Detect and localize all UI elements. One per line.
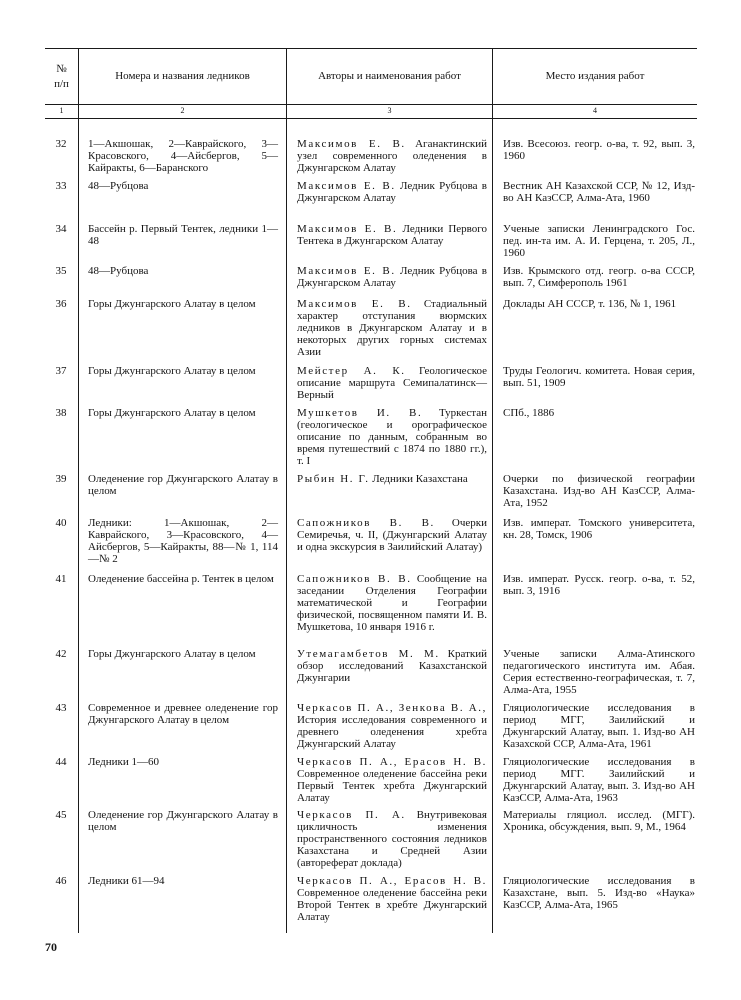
author-name: Максимов Е. В. bbox=[297, 180, 396, 192]
glacier-names: Оледенение гор Джунгарского Алатау в целом bbox=[88, 809, 278, 833]
column-number-1: 1 bbox=[59, 106, 64, 115]
header-col-number bbox=[45, 62, 78, 92]
work-title: История исследования современного и древнего оледенения хребта Джунгарский Алатау bbox=[297, 714, 487, 750]
work-reference bbox=[297, 809, 487, 869]
row-number: 44 bbox=[55, 756, 67, 768]
publication-place: Материалы гляциол. исслед. (МГГ). Хроника, обсуждения, вып. 9, М., 1964 bbox=[503, 809, 695, 833]
work-reference bbox=[297, 648, 487, 684]
work-title: Ледники Казахстана bbox=[372, 473, 468, 485]
author-name: Сапожников В. В. bbox=[297, 573, 412, 585]
row-number: 32 bbox=[55, 138, 67, 150]
author-name: Черкасов П. А. bbox=[297, 809, 406, 821]
column-divider-3 bbox=[492, 48, 493, 933]
work-title: Современное оледенение бассейна реки Первый Тентек хребта Джунгарский Алатау bbox=[297, 768, 487, 804]
row-number: 39 bbox=[55, 473, 67, 485]
header-bottom-rule bbox=[45, 104, 697, 105]
work-title: Стадиальный характер отступания вюрмских ледников в Джунгарском Алатау и в некоторых других горных системах Азии bbox=[297, 298, 487, 358]
row-number: 33 bbox=[55, 180, 67, 192]
row-number: 45 bbox=[55, 809, 67, 821]
glacier-names: Ледники 61—94 bbox=[88, 875, 165, 887]
work-title: Аганактинский узел современного оледенения в Джунгарском Алатау bbox=[297, 138, 487, 174]
publication-place: Очерки по физической географии Казахстана. Изд-во АН КазССР, Алма-Ата, 1952 bbox=[503, 473, 695, 509]
author-name: Мушкетов И. В. bbox=[297, 407, 423, 419]
row-number: 46 bbox=[55, 875, 67, 887]
row-number: 35 bbox=[55, 265, 67, 277]
glacier-names: Ледники: 1—Акшошак, 2—Каврайского, 3—Красовского, 4—Айсбергов, 5—Кайракты, 88—№ 1, 114—№ 2 bbox=[88, 517, 278, 565]
publication-place: Гляциологические исследования в период МГГ, Заилийский и Джунгарский Алатау, вып. 1. Изд-во АН Казахской ССР, Алма-Ата, 1961 bbox=[503, 702, 695, 750]
author-name: Черкасов П. А., Ерасов Н. В. bbox=[297, 875, 487, 887]
work-title: Ледник Рубцова в Джунгарском Алатау bbox=[297, 180, 487, 204]
work-reference bbox=[297, 180, 487, 204]
author-name: Рыбин Н. Г. bbox=[297, 473, 370, 485]
column-divider-2 bbox=[286, 48, 287, 933]
work-title: Ледники Первого Тентека в Джунгарском Алатау bbox=[297, 223, 488, 247]
work-title: Краткий обзор исследований Казахстанской Джунгарии bbox=[297, 648, 487, 684]
author-name: Утемагамбетов М. М. bbox=[297, 648, 440, 660]
work-reference bbox=[297, 138, 487, 174]
work-title: Туркестан (геологическое и орографическое описание по данным, собранным во время путешествий с 1874 по 1880 гг.), т. I bbox=[297, 407, 488, 467]
glacier-names: 1—Акшошак, 2—Каврайского, 3—Красовского, 4—Айсбергов, 5—Кайракты, 6—Баранского bbox=[88, 138, 278, 174]
publication-place: Изв. императ. Русск. геогр. о-ва, т. 52, вып. 3, 1916 bbox=[503, 573, 695, 597]
work-title: Ледник Рубцова в Джунгарском Алатау bbox=[297, 265, 487, 289]
publication-place: Доклады АН СССР, т. 136, № 1, 1961 bbox=[503, 298, 677, 310]
work-reference bbox=[297, 298, 487, 358]
author-name: Максимов Е. В. bbox=[297, 265, 396, 277]
work-reference bbox=[297, 223, 487, 247]
author-name: Мейстер А. К. bbox=[297, 365, 406, 377]
row-number: 43 bbox=[55, 702, 67, 714]
row-number: 42 bbox=[55, 648, 67, 660]
publication-place: Ученые записки Алма-Атинского педагогического института им. Абая. Серия естественно-географическая, т. 7, Алма-Ата, 1955 bbox=[503, 648, 695, 696]
publication-place: Изв. императ. Томского университета, кн. 28, Томск, 1906 bbox=[503, 517, 695, 541]
publication-place: Гляциологические исследования в Казахстане, вып. 5. Изд-во «Наука» КазССР, Алма-Ата, 1965 bbox=[503, 875, 695, 911]
author-name: Сапожников В. В. bbox=[297, 517, 435, 529]
glacier-names: Горы Джунгарского Алатау в целом bbox=[88, 648, 256, 660]
column-number-4: 4 bbox=[593, 106, 597, 115]
table-top-rule bbox=[45, 48, 697, 49]
author-name: Максимов Е. В. bbox=[297, 223, 398, 235]
work-title: Внутривековая цикличность изменения пространственного состояния ледников Казахстана и Средней Азии (автореферат доклада) bbox=[297, 809, 487, 869]
glacier-names: 48—Рубцова bbox=[88, 265, 149, 277]
work-reference bbox=[297, 756, 487, 804]
work-reference bbox=[297, 875, 487, 923]
header-col-authors: Авторы и наименования работ bbox=[318, 70, 461, 82]
work-reference bbox=[297, 365, 487, 401]
glacier-names: Ледники 1—60 bbox=[88, 756, 159, 768]
glacier-names: Бассейн р. Первый Тентек, ледники 1—48 bbox=[88, 223, 278, 247]
header-col-number-line1: № bbox=[56, 63, 67, 75]
row-number: 34 bbox=[55, 223, 67, 235]
publication-place: Ученые записки Ленинградского Гос. пед. ин-та им. А. И. Герцена, т. 205, Л., 1960 bbox=[503, 223, 695, 259]
glacier-names: 48—Рубцова bbox=[88, 180, 149, 192]
publication-place: Вестник АН Казахской ССР, № 12, Изд-во АН КазССР, Алма-Ата, 1960 bbox=[503, 180, 695, 204]
work-reference bbox=[297, 473, 487, 485]
glacier-names: Горы Джунгарского Алатау в целом bbox=[88, 365, 256, 377]
glacier-names: Оледенение гор Джунгарского Алатау в целом bbox=[88, 473, 278, 497]
header-col-glaciers: Номера и названия ледников bbox=[115, 70, 250, 82]
author-name: Черкасов П. А., Ерасов Н. В. bbox=[297, 756, 487, 768]
glacier-names: Горы Джунгарского Алатау в целом bbox=[88, 407, 256, 419]
publication-place: Гляциологические исследования в период МГГ. Заилийский и Джунгарский Алатау, вып. 3. Изд-во АН КазССР, Алма-Ата, 1963 bbox=[503, 756, 695, 804]
author-name: Максимов Е. В. bbox=[297, 138, 406, 150]
work-title: Очерки Семиречья, ч. II, (Джунгарский Алатау и одна экскурсия в Заилийский Алатау) bbox=[297, 517, 487, 553]
publication-place: Труды Геологич. комитета. Новая серия, вып. 51, 1909 bbox=[503, 365, 695, 389]
page-number: 70 bbox=[45, 940, 57, 954]
column-divider-1 bbox=[78, 48, 79, 933]
glacier-names: Горы Джунгарского Алатау в целом bbox=[88, 298, 256, 310]
work-title: Современное оледенение бассейна реки Второй Тентек в хребте Джунгарский Алатау bbox=[297, 887, 487, 923]
row-number: 40 bbox=[55, 517, 67, 529]
author-name: Черкасов П. А., Зенкова В. А., bbox=[297, 702, 487, 714]
row-number: 41 bbox=[55, 573, 67, 585]
work-reference bbox=[297, 265, 487, 289]
work-title: Сообщение на заседании Отделения Географии математической и Географии физической, посвященном памяти И. В. Мушкетова, 10 января 1916 г. bbox=[297, 573, 487, 633]
glacier-names: Оледенение бассейна р. Тентек в целом bbox=[88, 573, 274, 585]
header-col-number-line2: п/п bbox=[54, 78, 69, 90]
row-number: 38 bbox=[55, 407, 67, 419]
column-number-2: 2 bbox=[180, 106, 185, 115]
work-reference bbox=[297, 407, 487, 467]
publication-place: Изв. Крымского отд. геогр. о-ва СССР, вып. 7, Симферополь 1961 bbox=[503, 265, 695, 289]
work-title: Геологическое описание маршрута Семипалатинск—Верный bbox=[297, 365, 488, 401]
row-number: 36 bbox=[55, 298, 67, 310]
author-name: Максимов Е. В. bbox=[297, 298, 412, 310]
work-reference bbox=[297, 702, 487, 750]
work-reference bbox=[297, 573, 487, 633]
header-col-place: Место издания работ bbox=[545, 70, 645, 82]
glacier-names: Современное и древнее оледенение гор Джунгарского Алатау в целом bbox=[88, 702, 278, 726]
publication-place: Изв. Всесоюз. геогр. о-ва, т. 92, вып. 3, 1960 bbox=[503, 138, 695, 162]
work-reference bbox=[297, 517, 487, 553]
column-number-rule bbox=[45, 118, 697, 119]
column-number-3: 3 bbox=[387, 106, 392, 115]
publication-place: СПб., 1886 bbox=[503, 407, 555, 419]
row-number: 37 bbox=[55, 365, 67, 377]
